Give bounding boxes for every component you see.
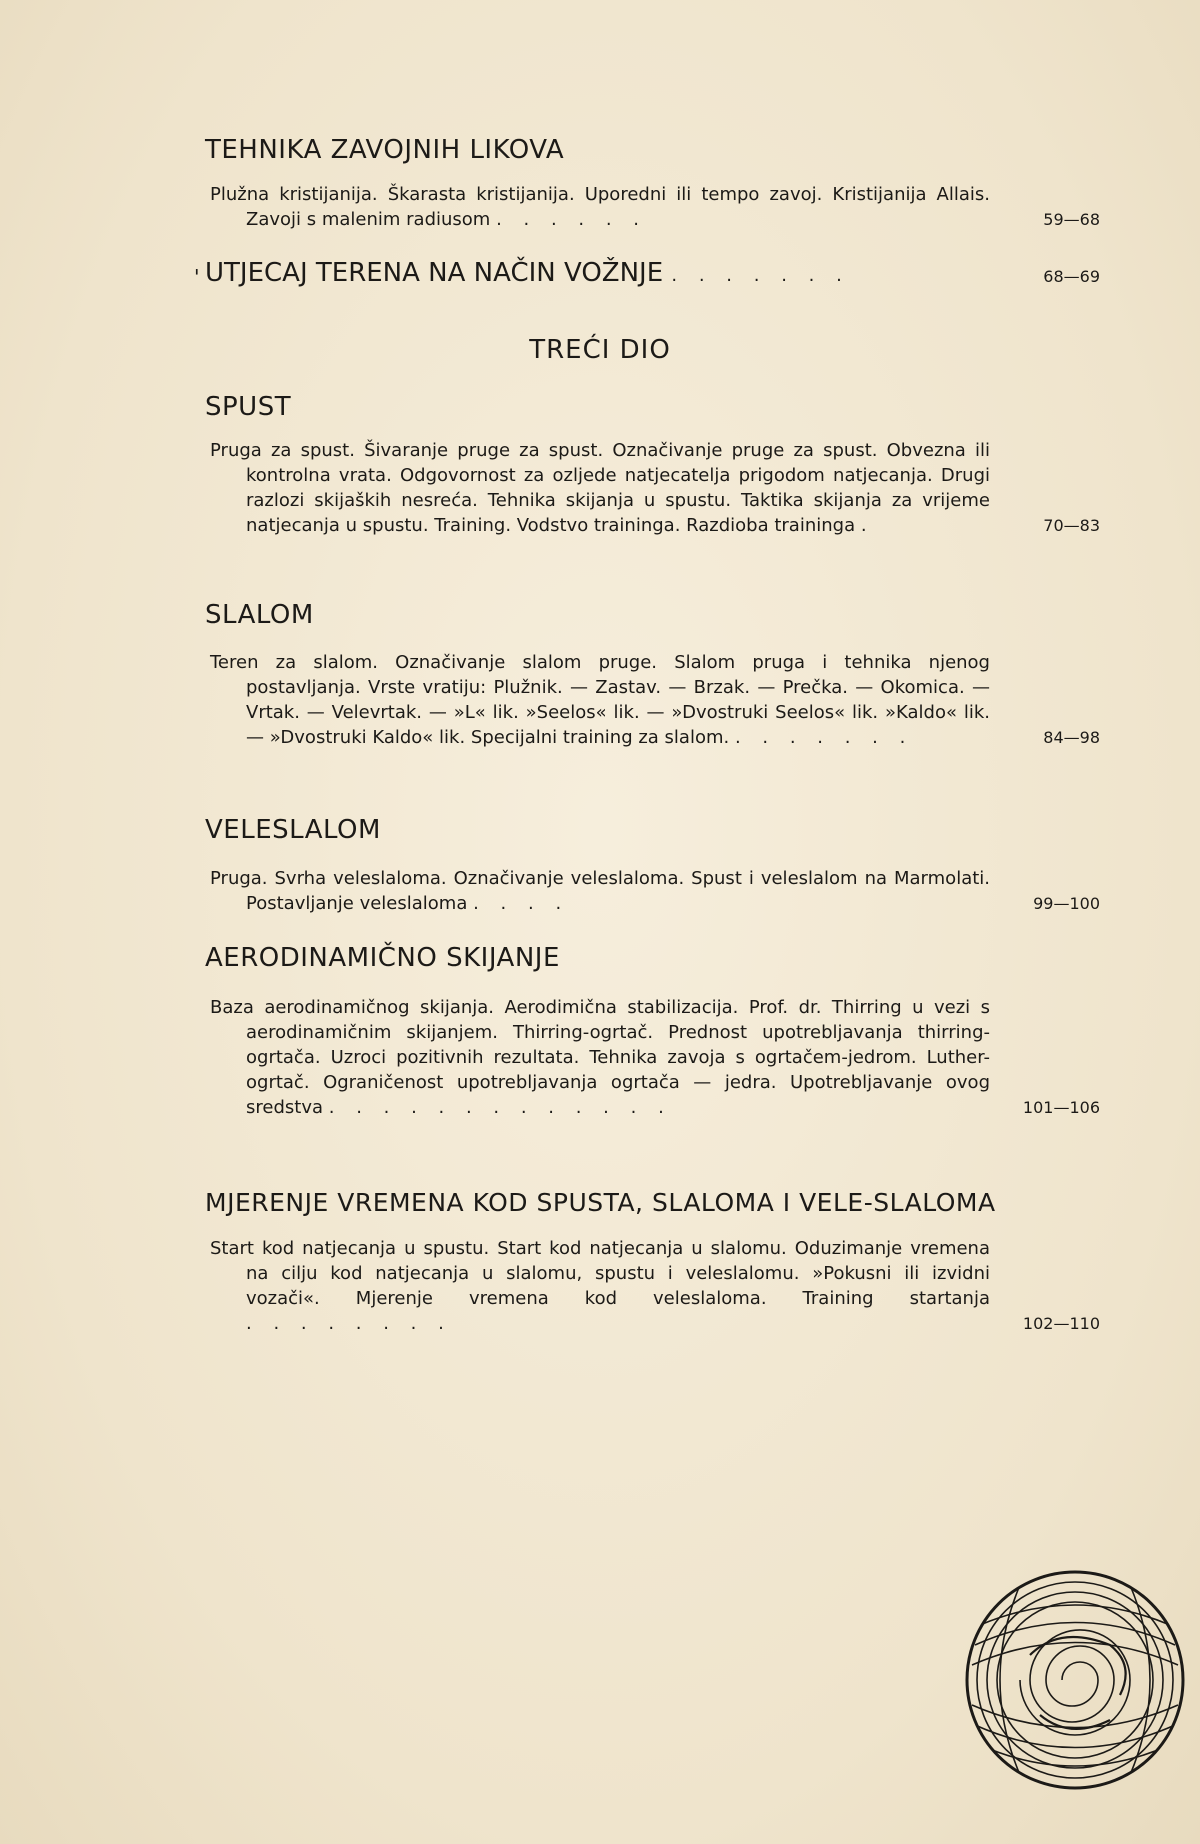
margin-mark: ': [194, 265, 200, 289]
section-heading-mjerenje: MJERENJE VREMENA KOD SPUSTA, SLALOMA I VELE-SLALOMA: [205, 1188, 996, 1217]
section-heading-spust: SPUST: [205, 392, 292, 422]
page-range: 84—98: [1043, 728, 1100, 747]
page-range: 102—110: [1022, 1314, 1100, 1333]
page-range: 70—83: [1043, 516, 1100, 535]
page-range: 68—69: [1043, 267, 1100, 286]
entry-text: Plužna kristijanija. Škarasta kristijanija. Uporedni ili tempo zavoj. Kristijanija Allais. Zavoji s malenim radiusom . . . . . .: [210, 184, 990, 230]
page-range: 99—100: [1033, 894, 1100, 913]
section-heading-aero: AERODINAMIČNO SKIJANJE: [205, 943, 560, 973]
section-heading-slalom: SLALOM: [205, 600, 314, 630]
entry-text: Pruga za spust. Šivaranje pruge za spust. Označivanje pruge za spust. Obvezna ili kontrolna vrata. Odgovornost za ozljede natjecatelja prigodom natjecanja. Drugi razlozi skijaških nesreća. Tehnika skijanja u spustu. Taktika skijanja za vrijeme natjecanja u spustu. Training. Vodstvo traininga. Razdioba traininga .: [210, 440, 990, 536]
page-range: 59—68: [1043, 210, 1100, 229]
toc-entry-utjecaj: UTJECAJ TERENA NA NAČIN VOŽNJE . . . . . . . 68—69: [205, 258, 1100, 288]
section-heading-tehnika: TEHNIKA ZAVOJNIH LIKOVA: [205, 135, 565, 165]
toc-entry-aero: [210, 995, 1100, 1120]
part-title: TREĆI DIO: [529, 335, 671, 365]
entry-text: Start kod natjecanja u spustu. Start kod natjecanja u slalomu. Oduzimanje vremena na cilju kod natjecanja u slalomu, spustu i veleslalomu. »Pokusni ili izvidni vozači«. Mjerenje vremena kod veleslaloma. Training startanja . . . . . . . .: [210, 1238, 990, 1334]
entry-text: Pruga. Svrha veleslaloma. Označivanje veleslaloma. Spust i veleslalom na Marmolati. Postavljanje veleslaloma . . . .: [210, 868, 990, 914]
toc-entry-mjerenje: [210, 1236, 1100, 1336]
entry-text: Teren za slalom. Označivanje slalom pruge. Slalom pruga i tehnika njenog postavljanja. Vrste vratiju: Plužnik. — Zastav. — Brzak. — Prečka. — Okomica. — Vrtak. — Velevrtak. — »L« lik. »Seelos« lik. — »Dvostruki Seelos« lik. »Kaldo« lik. — »Dvostruki Kaldo« lik. Specijalni training za slalom. . . . . . . .: [210, 652, 990, 748]
toc-entry-slalom: [210, 650, 1100, 750]
toc-entry-tehnika: [210, 182, 1100, 232]
toc-entry-spust: [210, 438, 1100, 538]
spiral-emblem-icon: [960, 1565, 1190, 1795]
section-heading-utjecaj: UTJECAJ TERENA NA NAČIN VOŽNJE: [205, 258, 664, 288]
page-range: 101—106: [1022, 1098, 1100, 1117]
entry-text: Baza aerodinamičnog skijanja. Aerodimična stabilizacija. Prof. dr. Thirring u vezi s aerodinamičnim skijanjem. Thirring-ogrtač. Prednost upotrebljavanja thirring-ogrtača. Uzroci pozitivnih rezultata. Tehnika zavoja s ogrtačem-jedrom. Luther-ogrtač. Ograničenost upotrebljavanja ogrtača — jedra. Upotrebljavanje ovog sredstva . . . . . . . . . . . . .: [210, 997, 990, 1118]
section-heading-veleslalom: VELESLALOM: [205, 815, 381, 845]
toc-entry-veleslalom: [210, 866, 1100, 916]
